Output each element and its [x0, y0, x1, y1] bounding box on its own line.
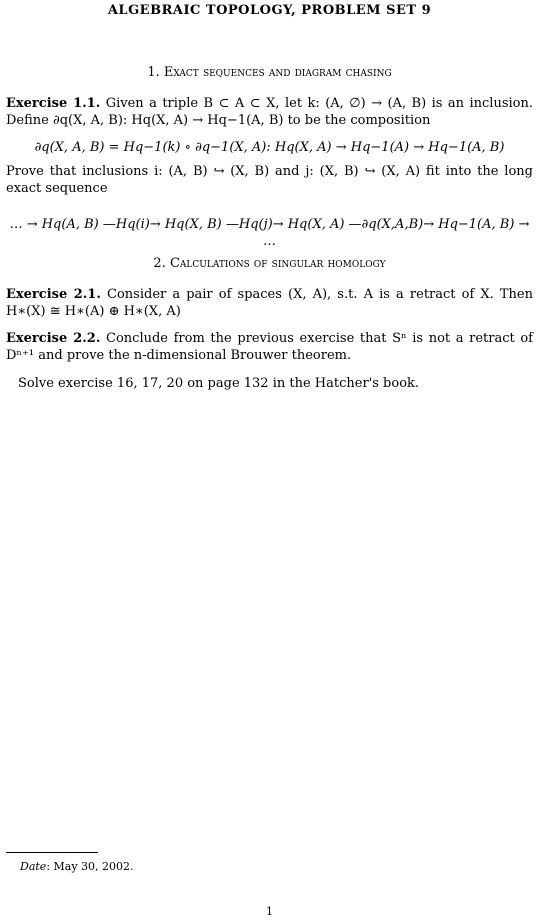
footnote-label: Date	[20, 860, 47, 873]
exercise-label: Exercise 1.1.	[6, 96, 101, 111]
footnote-rule	[6, 852, 98, 853]
exercise-text: Given a triple B ⊂ A ⊂ X, let k: (A, ∅) → (A, B) is an inclusion. Define ∂q(X, A, B): Hq(X, A) → Hq−1(A, B) to be the composition	[6, 96, 533, 128]
exercise-label: Exercise 2.1.	[6, 287, 101, 302]
footnote	[20, 858, 134, 875]
document-title: ALGEBRAIC TOPOLOGY, PROBLEM SET 9	[107, 3, 432, 18]
exercise-2-1	[6, 286, 533, 320]
footnote-text: : May 30, 2002.	[46, 860, 134, 873]
section-heading-2: 2. Calculations of singular homology	[153, 256, 386, 271]
exercise-1-1	[6, 95, 533, 129]
page-number: 1	[266, 905, 273, 918]
section-heading-1: 1. Exact sequences and diagram chasing	[147, 65, 392, 80]
closing-instruction: Solve exercise 16, 17, 20 on page 132 in the Hatcher's book.	[18, 376, 420, 391]
exercise-2-2	[6, 330, 533, 364]
display-equation-2: … → Hq(A, B) —Hq(i)→ Hq(X, B) —Hq(j)→ Hq(X, A) —∂q(X,A,B)→ Hq−1(A, B) → …	[9, 217, 530, 249]
exercise-label: Exercise 2.2.	[6, 331, 101, 346]
display-equation-1: ∂q(X, A, B) = Hq−1(k) ∘ ∂q−1(X, A): Hq(X, A) → Hq−1(A) → Hq−1(A, B)	[34, 140, 505, 155]
exercise-1-1-continued: Prove that inclusions i: (A, B) ↪ (X, B) and j: (X, B) ↪ (X, A) fit into the long exact sequence	[6, 164, 533, 196]
exercise-text: Consider a pair of spaces (X, A), s.t. A is a retract of X. Then H∗(X) ≅ H∗(A) ⊕ H∗(X, A)	[6, 287, 533, 319]
exercise-text: Conclude from the previous exercise that Sⁿ is not a retract of Dⁿ⁺¹ and prove the n-dimensional Brouwer theorem.	[6, 331, 533, 363]
